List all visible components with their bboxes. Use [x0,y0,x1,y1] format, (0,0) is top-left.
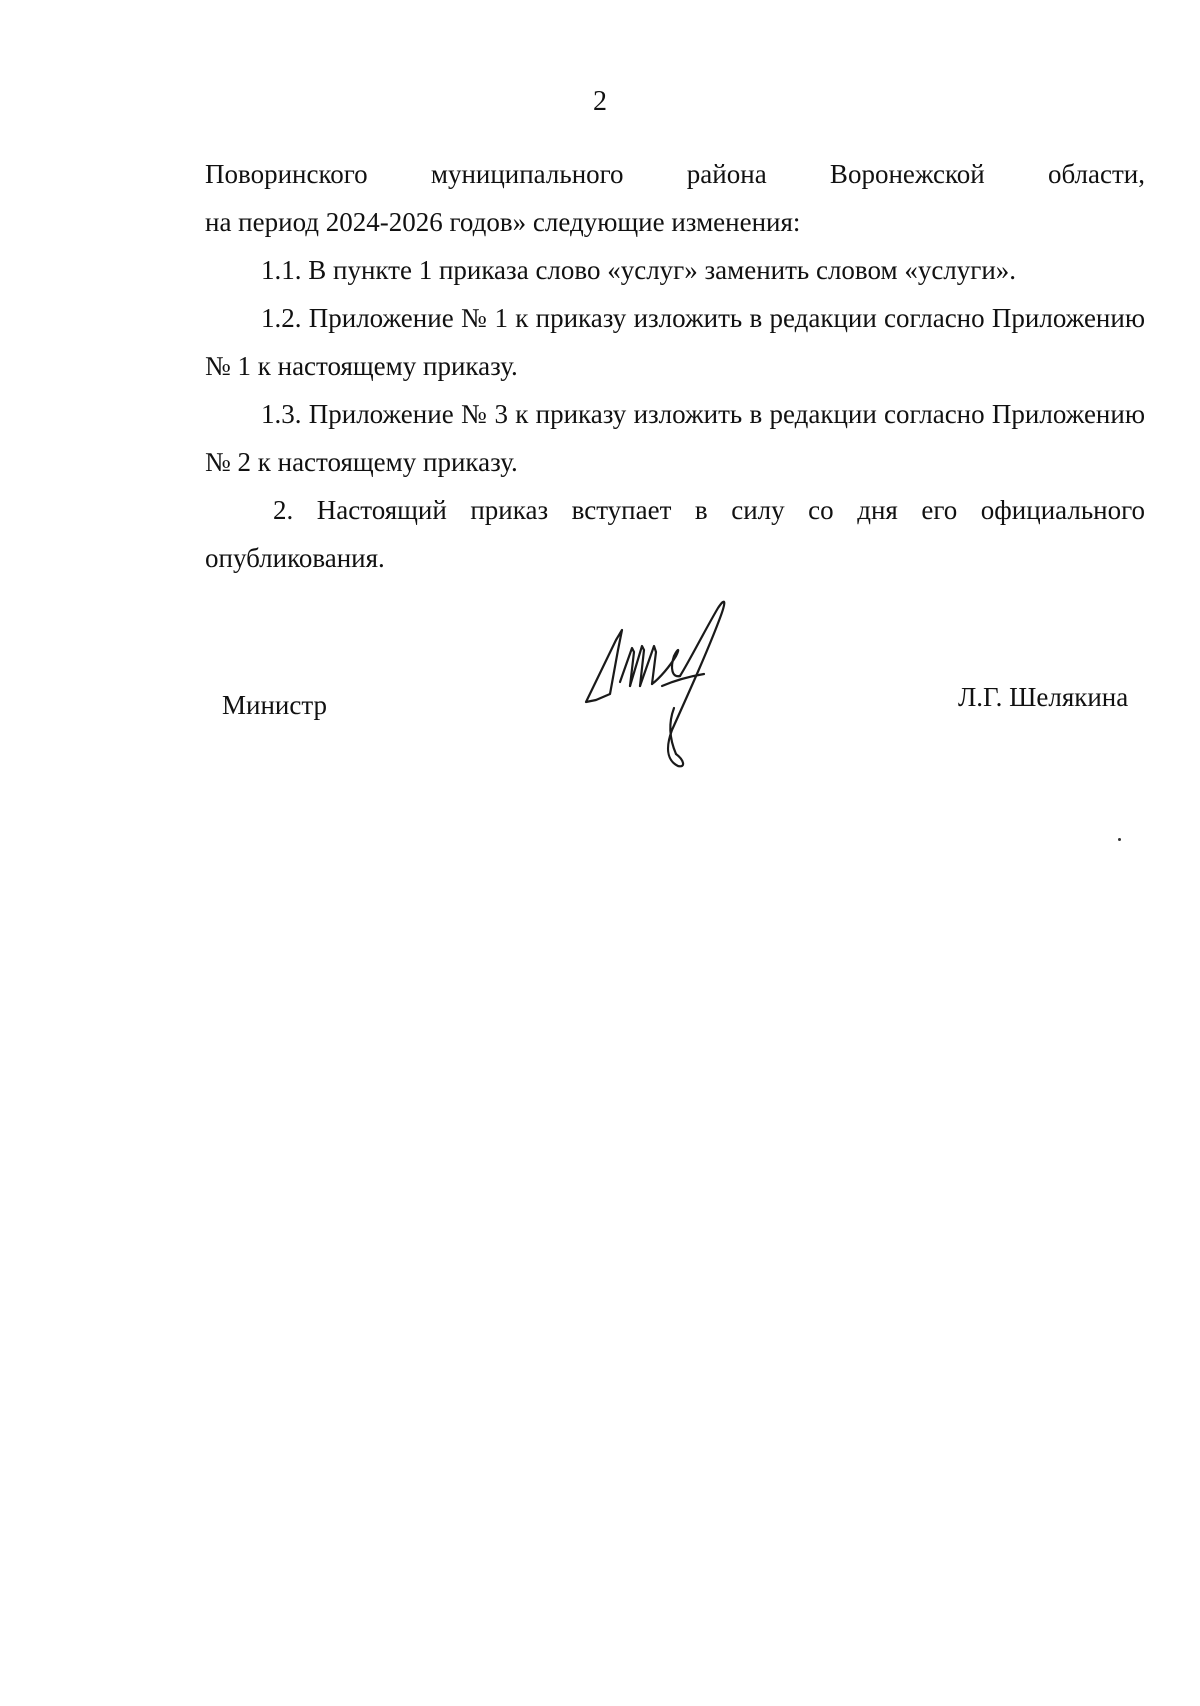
signer-name: Л.Г. Шелякина [958,682,1129,712]
document-body [205,150,1145,582]
paragraph-2: 2. Настоящий приказ вступает в силу со дня его официального опубликования. [205,495,1145,573]
signer-position: Министр [222,690,327,720]
paragraph-continuation-line-1: Поворинского муниципального района Воронежской области, [205,159,1145,189]
scan-speck [1118,838,1121,841]
paragraph-continuation-line-2: на период 2024-2026 годов» следующие изменения: [205,207,801,237]
paragraph-1-1: 1.1. В пункте 1 приказа слово «услуг» заменить словом «услуги». [261,255,1017,285]
paragraph-1-3: 1.3. Приложение № 3 к приказу изложить в редакции согласно Приложению № 2 к настоящему приказу. [205,399,1145,477]
paragraph-1-2: 1.2. Приложение № 1 к приказу изложить в редакции согласно Приложению № 1 к настоящему приказу. [205,303,1145,381]
handwritten-signature [580,590,740,780]
page-number: 2 [593,86,607,117]
